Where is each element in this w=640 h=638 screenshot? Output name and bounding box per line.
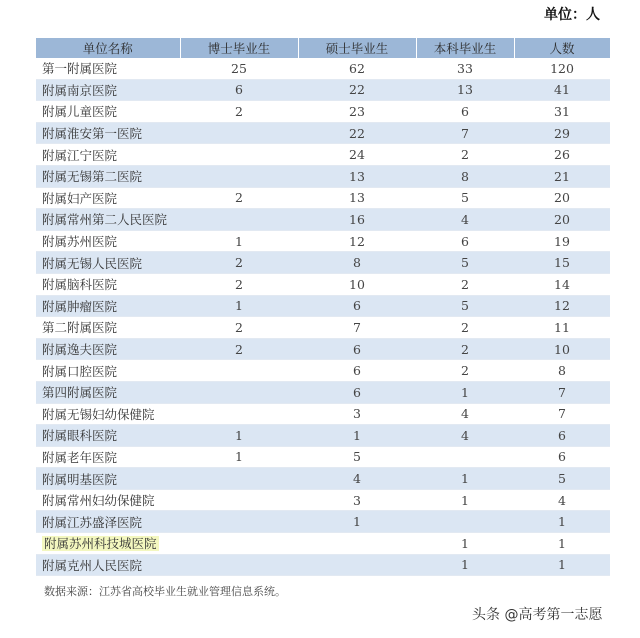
master-count-cell: 4 (298, 468, 416, 490)
bachelor-count-cell: 1 (416, 489, 514, 511)
phd-count-cell: 25 (180, 58, 298, 79)
unit-name-cell: 附属江宁医院 (36, 144, 180, 166)
bachelor-count-cell: 1 (416, 554, 514, 576)
phd-count-cell: 1 (180, 295, 298, 317)
table-row (36, 273, 610, 295)
bachelor-count-cell: 2 (416, 273, 514, 295)
table-row (36, 338, 610, 360)
total-count-cell: 6 (514, 425, 610, 447)
total-count-cell: 26 (514, 144, 610, 166)
phd-count-cell (180, 209, 298, 231)
unit-name-cell: 附属常州妇幼保健院 (36, 489, 180, 511)
master-count-cell: 6 (298, 338, 416, 360)
total-count-cell: 11 (514, 317, 610, 339)
table-row (36, 79, 610, 101)
unit-name-cell: 附属肿瘤医院 (36, 295, 180, 317)
unit-name-cell: 附属儿童医院 (36, 101, 180, 123)
phd-count-cell (180, 403, 298, 425)
phd-count-cell (180, 533, 298, 555)
bachelor-count-cell: 1 (416, 533, 514, 555)
total-count-cell: 1 (514, 554, 610, 576)
unit-label: 单位：人 (544, 7, 600, 23)
unit-name-cell: 第二附属医院 (36, 317, 180, 339)
unit-name-cell: 附属口腔医院 (36, 360, 180, 382)
unit-name-cell: 附属淮安第一医院 (36, 122, 180, 144)
graduates-table (36, 38, 611, 576)
total-count-cell: 6 (514, 446, 610, 468)
master-count-cell: 62 (298, 58, 416, 79)
table-row (36, 425, 610, 447)
total-count-cell: 7 (514, 403, 610, 425)
master-count-cell: 3 (298, 489, 416, 511)
highlighted-unit-name: 附属苏州科技城医院 (44, 536, 157, 552)
unit-name-cell: 附属常州第二人民医院 (36, 209, 180, 231)
master-count-cell: 1 (298, 511, 416, 533)
phd-count-cell (180, 360, 298, 382)
bachelor-count-cell: 2 (416, 360, 514, 382)
master-count-cell: 22 (298, 79, 416, 101)
total-count-cell: 4 (514, 489, 610, 511)
phd-count-cell: 1 (180, 425, 298, 447)
bachelor-count-cell (416, 446, 514, 468)
table-row (36, 554, 610, 576)
master-count-cell: 1 (298, 425, 416, 447)
phd-count-cell: 6 (180, 79, 298, 101)
master-count-cell: 7 (298, 317, 416, 339)
master-count-cell: 13 (298, 187, 416, 209)
phd-count-cell: 1 (180, 230, 298, 252)
unit-name-cell: 第四附属医院 (36, 381, 180, 403)
table-body (36, 58, 610, 576)
total-count-cell: 20 (514, 209, 610, 231)
table-row (36, 381, 610, 403)
bachelor-count-cell: 13 (416, 79, 514, 101)
watermark: 头条 @高考第一志愿 (472, 607, 603, 623)
master-count-cell: 6 (298, 381, 416, 403)
phd-count-cell (180, 165, 298, 187)
table-row (36, 187, 610, 209)
total-count-cell: 31 (514, 101, 610, 123)
bachelor-count-cell: 6 (416, 101, 514, 123)
phd-count-cell (180, 511, 298, 533)
phd-count-cell (180, 122, 298, 144)
bachelor-count-cell: 6 (416, 230, 514, 252)
bachelor-count-cell: 7 (416, 122, 514, 144)
table-row (36, 403, 610, 425)
column-header-total: 人数 (514, 38, 610, 58)
phd-count-cell (180, 554, 298, 576)
bachelor-count-cell: 4 (416, 425, 514, 447)
unit-name-cell: 附属无锡妇幼保健院 (36, 403, 180, 425)
table-row (36, 295, 610, 317)
phd-count-cell: 2 (180, 101, 298, 123)
unit-name-cell: 附属南京医院 (36, 79, 180, 101)
unit-name-cell: 附属无锡人民医院 (36, 252, 180, 274)
total-count-cell: 20 (514, 187, 610, 209)
master-count-cell: 6 (298, 360, 416, 382)
table-row (36, 511, 610, 533)
master-count-cell (298, 533, 416, 555)
total-count-cell: 29 (514, 122, 610, 144)
bachelor-count-cell: 2 (416, 317, 514, 339)
column-header-unit-name: 单位名称 (36, 38, 180, 58)
column-header-phd: 博士毕业生 (180, 38, 298, 58)
phd-count-cell: 1 (180, 446, 298, 468)
total-count-cell: 5 (514, 468, 610, 490)
table-header-row (36, 38, 610, 58)
bachelor-count-cell: 5 (416, 295, 514, 317)
master-count-cell: 3 (298, 403, 416, 425)
bachelor-count-cell: 2 (416, 338, 514, 360)
phd-count-cell: 2 (180, 187, 298, 209)
master-count-cell: 24 (298, 144, 416, 166)
unit-name-cell: 附属妇产医院 (36, 187, 180, 209)
phd-count-cell (180, 489, 298, 511)
bachelor-count-cell: 33 (416, 58, 514, 79)
column-header-master: 硕士毕业生 (298, 38, 416, 58)
table-row (36, 165, 610, 187)
table-row (36, 209, 610, 231)
bachelor-count-cell: 8 (416, 165, 514, 187)
unit-name-cell: 附属脑科医院 (36, 273, 180, 295)
table-row (36, 101, 610, 123)
phd-count-cell (180, 468, 298, 490)
phd-count-cell: 2 (180, 252, 298, 274)
phd-count-cell (180, 144, 298, 166)
bachelor-count-cell: 1 (416, 468, 514, 490)
bachelor-count-cell (416, 511, 514, 533)
total-count-cell: 120 (514, 58, 610, 79)
total-count-cell: 10 (514, 338, 610, 360)
bachelor-count-cell: 4 (416, 403, 514, 425)
total-count-cell: 8 (514, 360, 610, 382)
total-count-cell: 7 (514, 381, 610, 403)
master-count-cell: 16 (298, 209, 416, 231)
table-row (36, 58, 610, 79)
unit-name-cell: 附属苏州医院 (36, 230, 180, 252)
bachelor-count-cell: 5 (416, 252, 514, 274)
table-row (36, 317, 610, 339)
total-count-cell: 1 (514, 511, 610, 533)
master-count-cell: 23 (298, 101, 416, 123)
master-count-cell: 8 (298, 252, 416, 274)
table-row (36, 252, 610, 274)
total-count-cell: 21 (514, 165, 610, 187)
table-row (36, 468, 610, 490)
master-count-cell: 22 (298, 122, 416, 144)
total-count-cell: 14 (514, 273, 610, 295)
column-header-bachelor: 本科毕业生 (416, 38, 514, 58)
table-row (36, 360, 610, 382)
bachelor-count-cell: 5 (416, 187, 514, 209)
unit-name-cell: 第一附属医院 (36, 58, 180, 79)
master-count-cell (298, 554, 416, 576)
phd-count-cell: 2 (180, 338, 298, 360)
table-row (36, 446, 610, 468)
unit-name-cell: 附属克州人民医院 (36, 554, 180, 576)
total-count-cell: 19 (514, 230, 610, 252)
master-count-cell: 10 (298, 273, 416, 295)
unit-name-cell: 附属老年医院 (36, 446, 180, 468)
bachelor-count-cell: 2 (416, 144, 514, 166)
master-count-cell: 5 (298, 446, 416, 468)
table-row (36, 533, 610, 555)
master-count-cell: 12 (298, 230, 416, 252)
total-count-cell: 12 (514, 295, 610, 317)
unit-name-cell (36, 533, 180, 555)
master-count-cell: 13 (298, 165, 416, 187)
phd-count-cell: 2 (180, 317, 298, 339)
total-count-cell: 15 (514, 252, 610, 274)
unit-name-cell: 附属逸夫医院 (36, 338, 180, 360)
table-row (36, 489, 610, 511)
unit-name-cell: 附属明基医院 (36, 468, 180, 490)
phd-count-cell: 2 (180, 273, 298, 295)
bachelor-count-cell: 4 (416, 209, 514, 231)
bachelor-count-cell: 1 (416, 381, 514, 403)
source-note: 数据来源：江苏省高校毕业生就业管理信息系统。 (44, 585, 286, 598)
unit-name-cell: 附属江苏盛泽医院 (36, 511, 180, 533)
total-count-cell: 1 (514, 533, 610, 555)
unit-name-cell: 附属无锡第二医院 (36, 165, 180, 187)
master-count-cell: 6 (298, 295, 416, 317)
unit-name-cell: 附属眼科医院 (36, 425, 180, 447)
total-count-cell: 41 (514, 79, 610, 101)
table-row (36, 144, 610, 166)
table-row (36, 122, 610, 144)
table-row (36, 230, 610, 252)
phd-count-cell (180, 381, 298, 403)
